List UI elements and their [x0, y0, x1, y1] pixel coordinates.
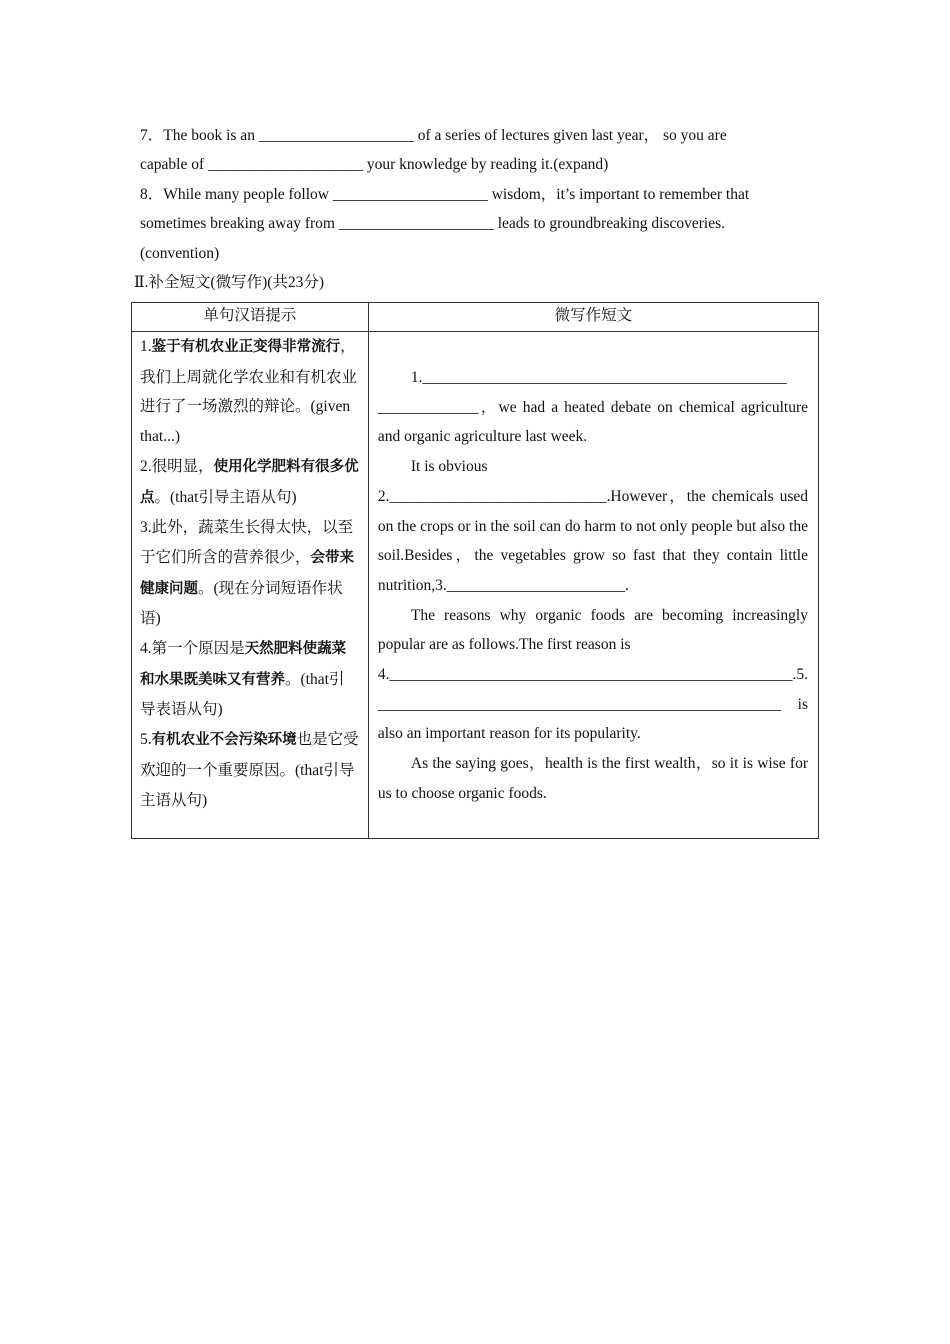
essay-paragraph: _____________，we had a heated debate on chemical agriculture and organic agriculture last week.: [377, 398, 808, 446]
hint-item: 5.有机农业不会污染环境也是它受欢迎的一个重要原因。(that引导主语从句): [140, 731, 359, 809]
table-header-row: [132, 303, 819, 332]
section-title: Ⅱ.补全短文(微写作)(共23分): [134, 274, 325, 292]
hint-item: 4.第一个原因是天然肥料使蔬菜和水果既美味又有营养。(that引导表语从句): [140, 640, 347, 719]
table-body-row: [132, 332, 819, 839]
essay-paragraph: 2.____________________________.However，the chemicals used on the crops or in the soil can do harm to not only people but also the soil.Besides，the vegetables grow so fast that they contain little nutrition,3._______________________.: [377, 487, 808, 594]
page-content: [134, 121, 810, 297]
essay-paragraph: The reasons why organic foods are becoming increasingly popular are as follows.The first reason is: [377, 606, 808, 654]
question-line: (convention): [140, 244, 220, 262]
question-line: 7．The book is an ____________________ of a series of lectures given last year， so you are: [140, 127, 727, 144]
question-line: sometimes breaking away from ____________________ leads to groundbreaking discoveries.: [140, 215, 726, 233]
question-line: capable of ____________________ your knowledge by reading it.(expand): [140, 156, 609, 174]
essay-blank-line: 1._______________________________________________: [410, 369, 787, 386]
hint-item: 1.鉴于有机农业正变得非常流行，我们上周就化学农业和有机农业进行了一场激烈的辩论。(given that...): [140, 338, 358, 446]
hint-item: 3.此外，蔬菜生长得太快，以至于它们所含的营养很少，会带来健康问题。(现在分词短语作状语): [140, 519, 355, 628]
header-essay: 微写作短文: [368, 303, 818, 332]
essay-paragraph: As the saying goes，health is the first wealth，so it is wise for us to choose organic foods.: [377, 755, 808, 802]
header-hints: 单句汉语提示: [132, 303, 369, 332]
hint-item: 2.很明显，使用化学肥料有很多优点。(that引导主语从句): [140, 457, 359, 506]
hints-cell: [132, 332, 369, 839]
question-line: 8．While many people follow ____________________ wisdom，it’s important to remember that: [140, 185, 750, 203]
essay-line: It is obvious: [410, 458, 488, 476]
question-7: [140, 121, 810, 180]
question-8: [140, 180, 810, 268]
essay-paragraph: 4.____________________________________________________.5. ____________________________________________________ is also an important reason for its popularity.: [377, 666, 808, 743]
writing-table: [131, 302, 819, 839]
essay-cell: [368, 332, 818, 839]
